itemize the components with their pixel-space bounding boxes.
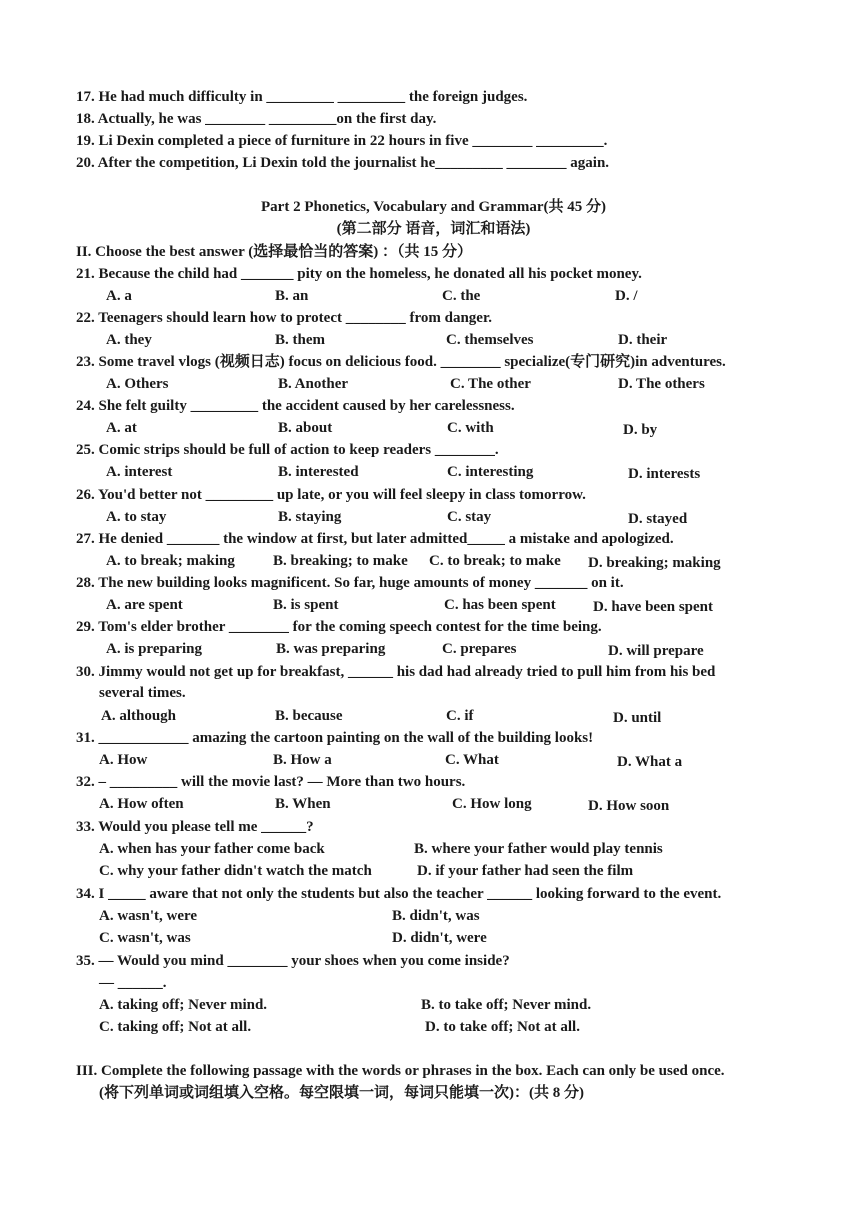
q30-option-d: D. until <box>613 710 662 726</box>
q24-option-d: D. by <box>623 422 658 438</box>
q25-option-b: B. interested <box>278 464 359 480</box>
question-19: 19. Li Dexin completed a piece of furniture in 22 hours in five ________ _________. <box>76 133 608 149</box>
q22-option-b: B. them <box>275 332 325 348</box>
q29-option-b: B. was preparing <box>276 641 386 657</box>
q30-option-a: A. although <box>101 708 177 724</box>
question-31: 31. ____________ amazing the cartoon painting on the wall of the building looks! <box>76 730 594 746</box>
q21-option-b: B. an <box>275 288 309 304</box>
q25-option-a: A. interest <box>106 464 173 480</box>
q23-option-d: D. The others <box>618 376 705 392</box>
part2-subtitle: (第二部分 语音，词汇和语法) <box>336 221 531 237</box>
q30-option-c: C. if <box>446 708 474 724</box>
q23-option-a: A. Others <box>106 376 169 392</box>
q33-option-d: D. if your father had seen the film <box>417 863 634 879</box>
q25-option-c: C. interesting <box>447 464 534 480</box>
q23-option-c: C. The other <box>450 376 531 392</box>
q27-option-c: C. to break; to make <box>429 553 561 569</box>
question-30: 30. Jimmy would not get up for breakfast, ______ his dad had already tried to pull him from his bed <box>76 664 716 680</box>
question-30-continued: several times. <box>99 685 186 701</box>
q31-option-d: D. What a <box>617 754 683 770</box>
q32-option-a: A. How often <box>99 796 184 812</box>
question-23: 23. Some travel vlogs (视频日志) focus on delicious food. ________ specialize(专门研究)in adventures. <box>76 354 726 370</box>
q22-option-a: A. they <box>106 332 152 348</box>
q32-option-c: C. How long <box>452 796 532 812</box>
q30-option-b: B. because <box>275 708 343 724</box>
q33-option-b: B. where your father would play tennis <box>414 841 663 857</box>
q26-option-b: B. staying <box>278 509 342 525</box>
q35-option-a: A. taking off; Never mind. <box>99 997 268 1013</box>
q33-option-c: C. why your father didn't watch the match <box>99 863 372 879</box>
q29-option-d: D. will prepare <box>608 643 704 659</box>
question-26: 26. You'd better not _________ up late, or you will feel sleepy in class tomorrow. <box>76 487 586 503</box>
q21-option-a: A. a <box>106 288 132 304</box>
question-35-response: — ______. <box>99 975 167 991</box>
q34-option-c: C. wasn't, was <box>99 930 191 946</box>
section-2-heading: II. Choose the best answer (选择最恰当的答案) ：（共 15 分） <box>76 244 472 260</box>
q32-option-b: B. When <box>275 796 331 812</box>
question-35: 35. — Would you mind ________ your shoes when you come inside? <box>76 953 510 969</box>
question-33: 33. Would you please tell me ______? <box>76 819 314 835</box>
q31-option-a: A. How <box>99 752 148 768</box>
question-29: 29. Tom's elder brother ________ for the coming speech contest for the time being. <box>76 619 602 635</box>
q28-option-d: D. have been spent <box>593 599 714 615</box>
q32-option-d: D. How soon <box>588 798 670 814</box>
question-20: 20. After the competition, Li Dexin told the journalist he_________ ________ again. <box>76 155 610 171</box>
q33-option-a: A. when has your father come back <box>99 841 325 857</box>
question-24: 24. She felt guilty _________ the accident caused by her carelessness. <box>76 398 515 414</box>
question-22: 22. Teenagers should learn how to protect ________ from danger. <box>76 310 492 326</box>
question-18: 18. Actually, he was ________ _________on the first day. <box>76 111 437 127</box>
section-3-heading: III. Complete the following passage with the words or phrases in the box. Each can only be used once. <box>76 1063 725 1079</box>
question-34: 34. I _____ aware that not only the students but also the teacher ______ looking forward to the event. <box>76 886 722 902</box>
q24-option-c: C. with <box>447 420 494 436</box>
q35-option-d: D. to take off; Not at all. <box>425 1019 580 1035</box>
q23-option-b: B. Another <box>278 376 349 392</box>
q35-option-b: B. to take off; Never mind. <box>421 997 592 1013</box>
q34-option-a: A. wasn't, were <box>99 908 198 924</box>
section-3-instruction: (将下列单词或词组填入空格。每空限填一词，每词只能填一次)：(共 8 分) <box>99 1085 584 1101</box>
q28-option-a: A. are spent <box>106 597 183 613</box>
q22-option-c: C. themselves <box>446 332 534 348</box>
q27-option-b: B. breaking; to make <box>273 553 408 569</box>
question-17: 17. He had much difficulty in _________ _________ the foreign judges. <box>76 89 528 105</box>
q27-option-d: D. breaking; making <box>588 555 721 571</box>
question-28: 28. The new building looks magnificent. So far, huge amounts of money _______ on it. <box>76 575 624 591</box>
q26-option-a: A. to stay <box>106 509 167 525</box>
question-32: 32. – _________ will the movie last? — More than two hours. <box>76 774 466 790</box>
question-27: 27. He denied _______ the window at first, but later admitted_____ a mistake and apologized. <box>76 531 674 547</box>
q29-option-a: A. is preparing <box>106 641 202 657</box>
q29-option-c: C. prepares <box>442 641 517 657</box>
q34-option-b: B. didn't, was <box>392 908 480 924</box>
q21-option-d: D. / <box>615 288 638 304</box>
q22-option-d: D. their <box>618 332 668 348</box>
question-25: 25. Comic strips should be full of action to keep readers ________. <box>76 442 499 458</box>
q34-option-d: D. didn't, were <box>392 930 487 946</box>
q28-option-b: B. is spent <box>273 597 339 613</box>
part2-title: Part 2 Phonetics, Vocabulary and Grammar(共 45 分) <box>261 199 606 215</box>
q25-option-d: D. interests <box>628 466 701 482</box>
q24-option-a: A. at <box>106 420 137 436</box>
q35-option-c: C. taking off; Not at all. <box>99 1019 252 1035</box>
q27-option-a: A. to break; making <box>106 553 235 569</box>
q21-option-c: C. the <box>442 288 481 304</box>
q31-option-b: B. How a <box>273 752 332 768</box>
q26-option-c: C. stay <box>447 509 492 525</box>
question-21: 21. Because the child had _______ pity on the homeless, he donated all his pocket money. <box>76 266 642 282</box>
q28-option-c: C. has been spent <box>444 597 556 613</box>
q26-option-d: D. stayed <box>628 511 688 527</box>
q24-option-b: B. about <box>278 420 333 436</box>
q31-option-c: C. What <box>445 752 499 768</box>
